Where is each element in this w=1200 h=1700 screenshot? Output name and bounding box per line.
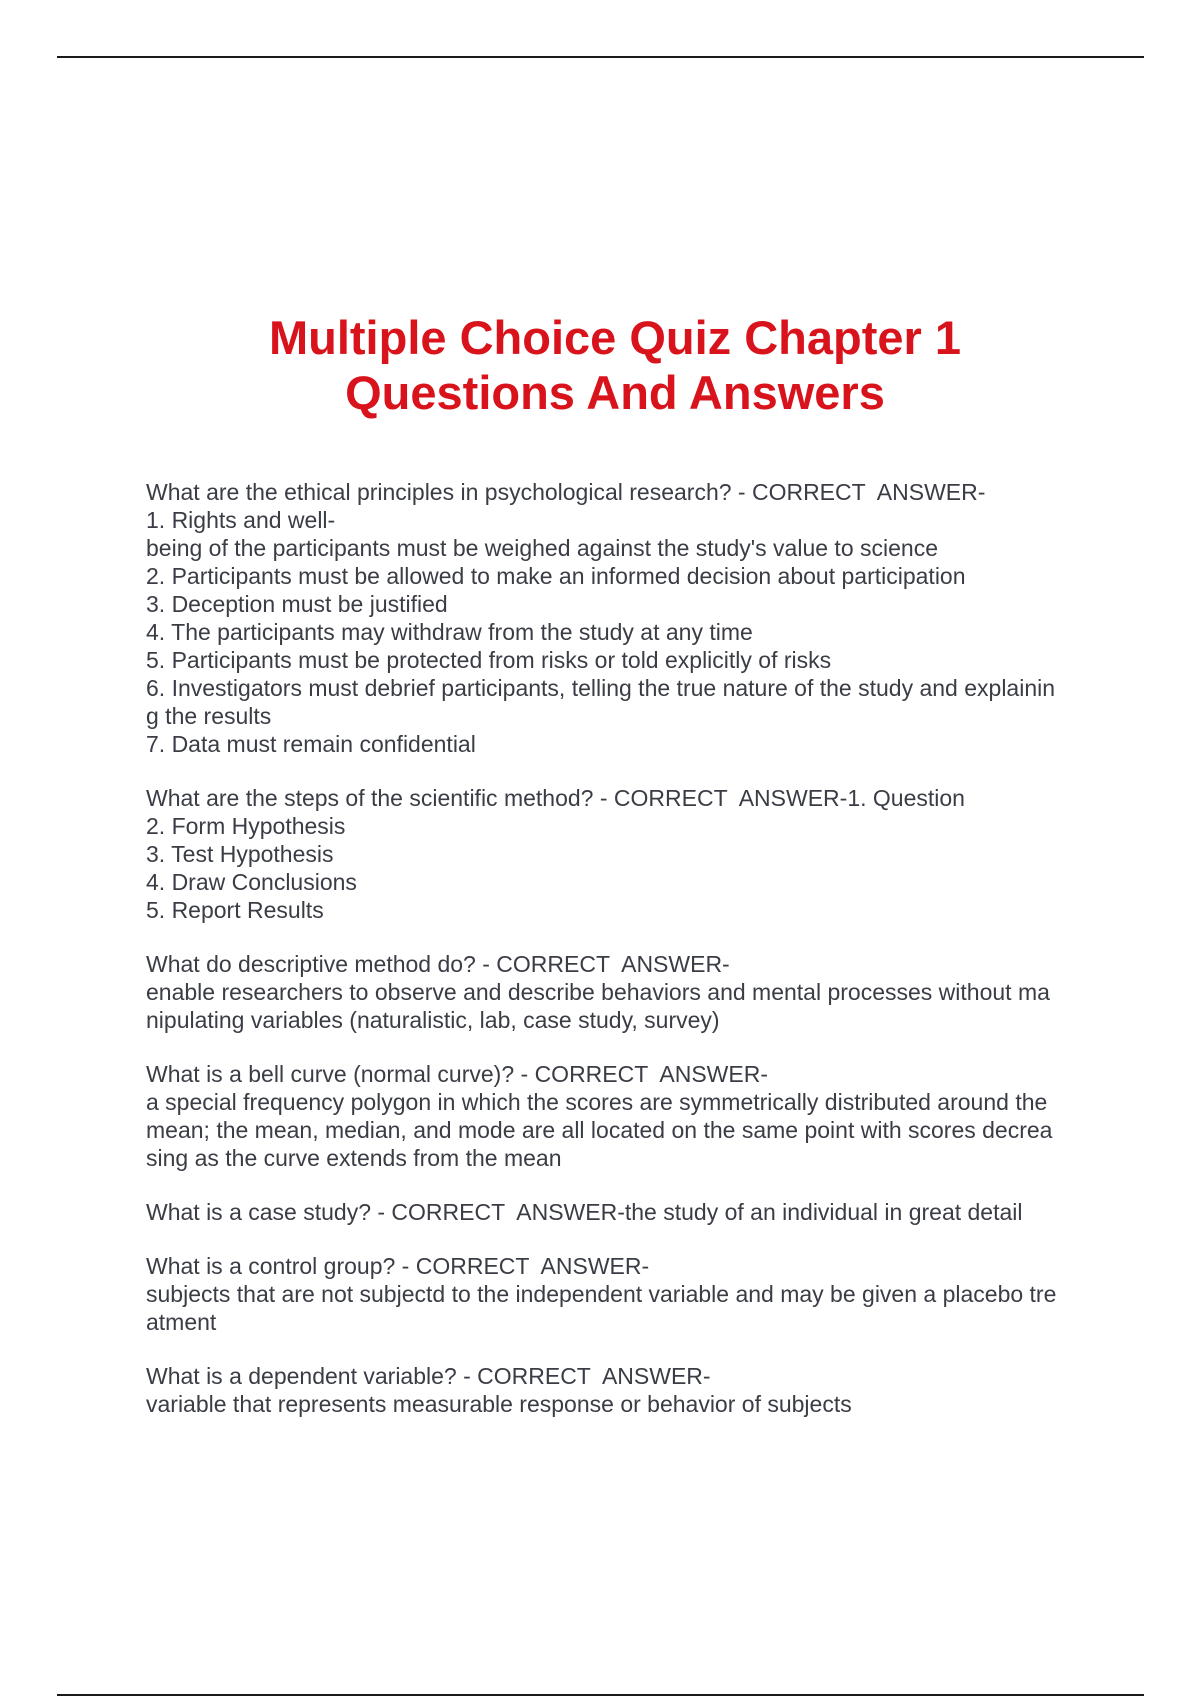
document-title (0, 310, 1200, 420)
answer-line: 5. Participants must be protected from risks or told explicitly of risks (146, 647, 832, 673)
title-line-2: Questions And Answers (345, 366, 885, 419)
qa-item-4 (146, 1060, 1146, 1172)
answer-line: 5. Report Results (146, 897, 324, 923)
question-text: What are the steps of the scientific method? - CORRECT ANSWER-1. Question (146, 785, 965, 811)
question-text: What is a dependent variable? - CORRECT ANSWER- (146, 1363, 711, 1389)
top-rule (57, 56, 1144, 58)
answer-line: a special frequency polygon in which the scores are symmetrically distributed around the (146, 1089, 1048, 1115)
qa-item-2 (146, 784, 1146, 924)
qa-item-5 (146, 1198, 1146, 1226)
qa-item-6 (146, 1252, 1146, 1336)
answer-line: 3. Deception must be justified (146, 591, 448, 617)
answer-line: 2. Participants must be allowed to make an informed decision about participation (146, 563, 966, 589)
question-text: What is a control group? - CORRECT ANSWER- (146, 1253, 650, 1279)
question-text: What are the ethical principles in psychological research? - CORRECT ANSWER- (146, 479, 986, 505)
bottom-rule (57, 1694, 1144, 1696)
question-text: What do descriptive method do? - CORRECT ANSWER- (146, 951, 730, 977)
answer-line: mean; the mean, median, and mode are all located on the same point with scores decrea (146, 1117, 1053, 1143)
answer-line: sing as the curve extends from the mean (146, 1145, 562, 1171)
title-line-1: Multiple Choice Quiz Chapter 1 (268, 311, 961, 364)
question-text: What is a case study? - CORRECT ANSWER-the study of an individual in great detail (146, 1199, 1023, 1225)
qa-item-1 (146, 478, 1146, 758)
answer-line: variable that represents measurable response or behavior of subjects (146, 1391, 852, 1417)
answer-line: enable researchers to observe and describe behaviors and mental processes without ma (146, 979, 1050, 1005)
answer-line: nipulating variables (naturalistic, lab, case study, survey) (146, 1007, 720, 1033)
answer-line: 2. Form Hypothesis (146, 813, 346, 839)
answer-line: 4. Draw Conclusions (146, 869, 357, 895)
answer-line: 4. The participants may withdraw from the study at any time (146, 619, 753, 645)
question-text: What is a bell curve (normal curve)? - CORRECT ANSWER- (146, 1061, 768, 1087)
qa-item-7 (146, 1362, 1146, 1418)
answer-line: subjects that are not subjectd to the independent variable and may be given a placebo tre (146, 1281, 1057, 1307)
answer-line: 6. Investigators must debrief participants, telling the true nature of the study and explainin (146, 675, 1056, 701)
answer-line: 7. Data must remain confidential (146, 731, 476, 757)
answer-line: being of the participants must be weighed against the study's value to science (146, 535, 938, 561)
answer-line: atment (146, 1309, 217, 1335)
qa-list (146, 478, 1146, 1444)
qa-item-3 (146, 950, 1146, 1034)
answer-line: 1. Rights and well- (146, 507, 336, 533)
answer-line: 3. Test Hypothesis (146, 841, 334, 867)
answer-line: g the results (146, 703, 272, 729)
